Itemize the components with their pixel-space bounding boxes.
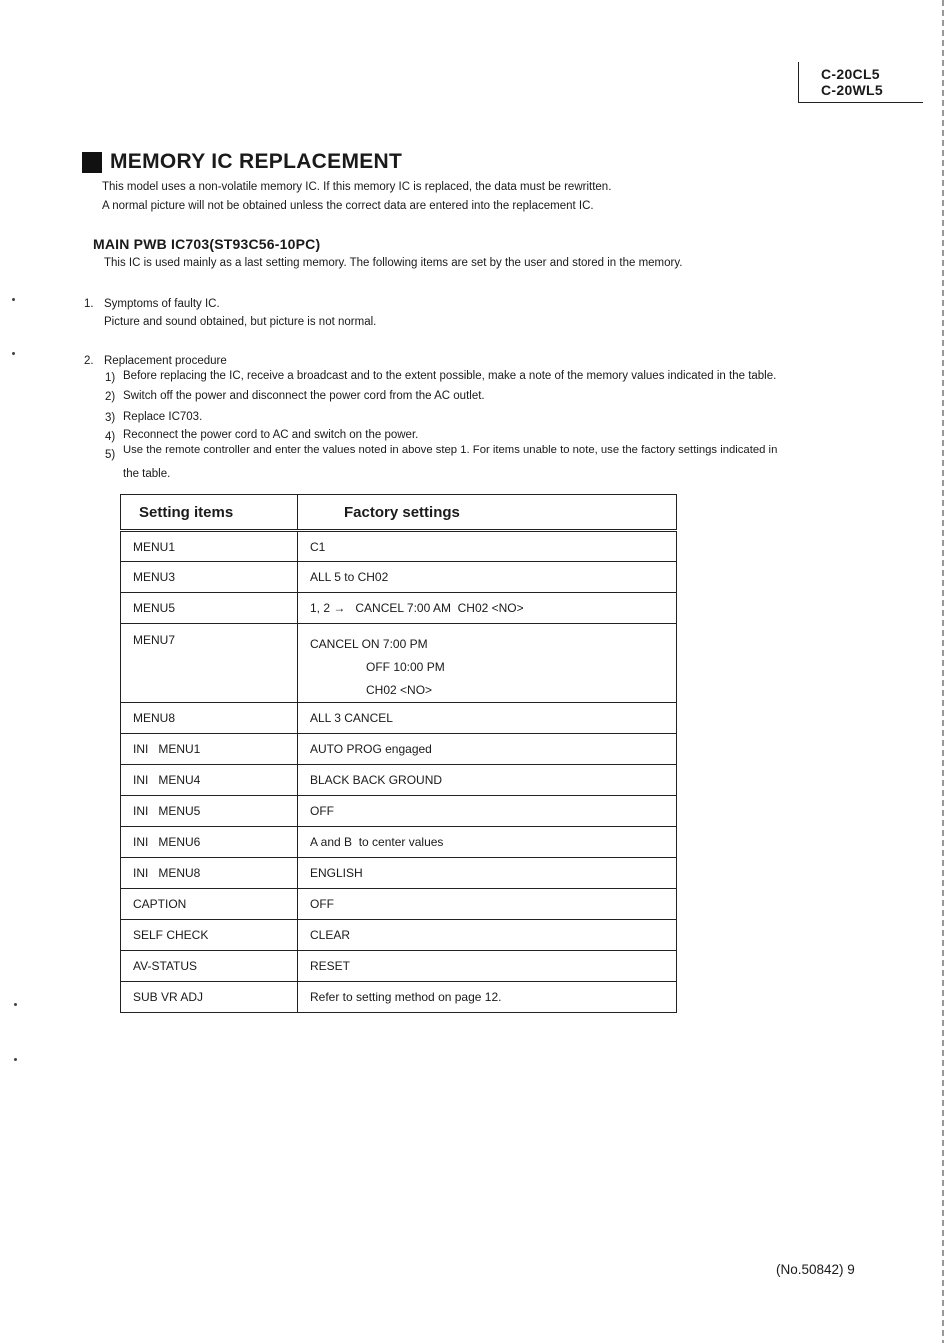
scan-edge <box>942 0 944 1343</box>
model-number: C-20WL5 <box>821 82 883 98</box>
item-title: Symptoms of faulty IC. <box>104 298 220 310</box>
step-text-continued: the table. <box>123 468 171 480</box>
factory-setting-line: CH02 <NO> <box>366 683 433 697</box>
table-row <box>121 858 677 889</box>
step-text: Reconnect the power cord to AC and switch on the power. <box>123 429 419 441</box>
model-number-box <box>798 62 923 103</box>
intro-text: This model uses a non-volatile memory IC. If this memory IC is replaced, the data must be rewritten. <box>102 181 612 193</box>
section-bullet-icon <box>82 152 102 173</box>
table-row <box>121 796 677 827</box>
section-title-text: MEMORY IC REPLACEMENT <box>110 150 403 173</box>
item-text: Picture and sound obtained, but picture is not normal. <box>104 316 377 328</box>
factory-setting-cell <box>298 624 677 703</box>
factory-setting-cell: 1, 2 → CANCEL 7:00 AM CH02 <NO> <box>298 593 677 624</box>
table-row <box>121 593 677 624</box>
factory-setting-cell: AUTO PROG engaged <box>298 734 677 765</box>
step-number: 3) <box>105 412 116 424</box>
setting-item-cell: AV-STATUS <box>121 951 298 982</box>
column-header-factory-settings: Factory settings <box>298 495 677 531</box>
table-row <box>121 703 677 734</box>
setting-item-cell: INI MENU1 <box>121 734 298 765</box>
table-row <box>121 734 677 765</box>
factory-setting-cell: C1 <box>298 531 677 562</box>
factory-settings-table <box>120 494 677 1013</box>
subsection-heading: MAIN PWB IC703(ST93C56-10PC) <box>93 236 321 252</box>
factory-setting-cell: ENGLISH <box>298 858 677 889</box>
subsection-text: This IC is used mainly as a last setting memory. The following items are set by the user and stored in the memory. <box>104 257 683 269</box>
table-row <box>121 827 677 858</box>
scan-speck <box>14 1058 17 1061</box>
factory-setting-cell: ALL 3 CANCEL <box>298 703 677 734</box>
intro-text: A normal picture will not be obtained unless the correct data are entered into the replacement IC. <box>102 200 594 212</box>
setting-item-cell: CAPTION <box>121 889 298 920</box>
factory-setting-line: CANCEL ON 7:00 PM <box>310 637 428 651</box>
setting-item-cell: INI MENU6 <box>121 827 298 858</box>
setting-item-cell: MENU7 <box>121 624 298 703</box>
section-title <box>82 150 402 174</box>
setting-item-cell: INI MENU5 <box>121 796 298 827</box>
factory-setting-cell: RESET <box>298 951 677 982</box>
scan-speck <box>14 1003 17 1006</box>
factory-setting-cell: CLEAR <box>298 920 677 951</box>
scan-speck <box>12 352 15 355</box>
step-text: Before replacing the IC, receive a broadcast and to the extent possible, make a note of the memory values indicated in the table. <box>123 370 777 382</box>
factory-setting-cell: BLACK BACK GROUND <box>298 765 677 796</box>
table-row <box>121 531 677 562</box>
table-header-row <box>121 495 677 531</box>
table-row <box>121 982 677 1013</box>
step-text: Switch off the power and disconnect the power cord from the AC outlet. <box>123 390 485 402</box>
step-text: Use the remote controller and enter the values noted in above step 1. For items unable to note, use the factory settings indicated in <box>123 444 778 456</box>
table-row <box>121 624 677 703</box>
setting-item-cell: MENU5 <box>121 593 298 624</box>
step-number: 5) <box>105 449 116 461</box>
table-row <box>121 920 677 951</box>
model-number: C-20CL5 <box>821 66 880 82</box>
step-number: 1) <box>105 372 116 384</box>
page-number: (No.50842) 9 <box>776 1262 855 1277</box>
table-row <box>121 562 677 593</box>
factory-setting-cell: OFF <box>298 889 677 920</box>
item-title: Replacement procedure <box>104 355 227 367</box>
item-number: 2. <box>84 355 94 367</box>
setting-item-cell: SUB VR ADJ <box>121 982 298 1013</box>
scan-speck <box>12 298 15 301</box>
setting-item-cell: MENU8 <box>121 703 298 734</box>
setting-item-cell: SELF CHECK <box>121 920 298 951</box>
column-header-setting-items: Setting items <box>121 495 298 531</box>
setting-item-cell: INI MENU8 <box>121 858 298 889</box>
factory-setting-line: OFF 10:00 PM <box>366 660 445 674</box>
setting-item-cell: MENU3 <box>121 562 298 593</box>
table-row <box>121 889 677 920</box>
step-text: Replace IC703. <box>123 411 203 423</box>
factory-setting-cell: Refer to setting method on page 12. <box>298 982 677 1013</box>
item-number: 1. <box>84 298 94 310</box>
factory-setting-cell: A and B to center values <box>298 827 677 858</box>
factory-setting-cell: ALL 5 to CH02 <box>298 562 677 593</box>
step-number: 4) <box>105 431 116 443</box>
factory-setting-cell: OFF <box>298 796 677 827</box>
table-row <box>121 765 677 796</box>
step-number: 2) <box>105 391 116 403</box>
setting-item-cell: INI MENU4 <box>121 765 298 796</box>
setting-item-cell: MENU1 <box>121 531 298 562</box>
table-row <box>121 951 677 982</box>
